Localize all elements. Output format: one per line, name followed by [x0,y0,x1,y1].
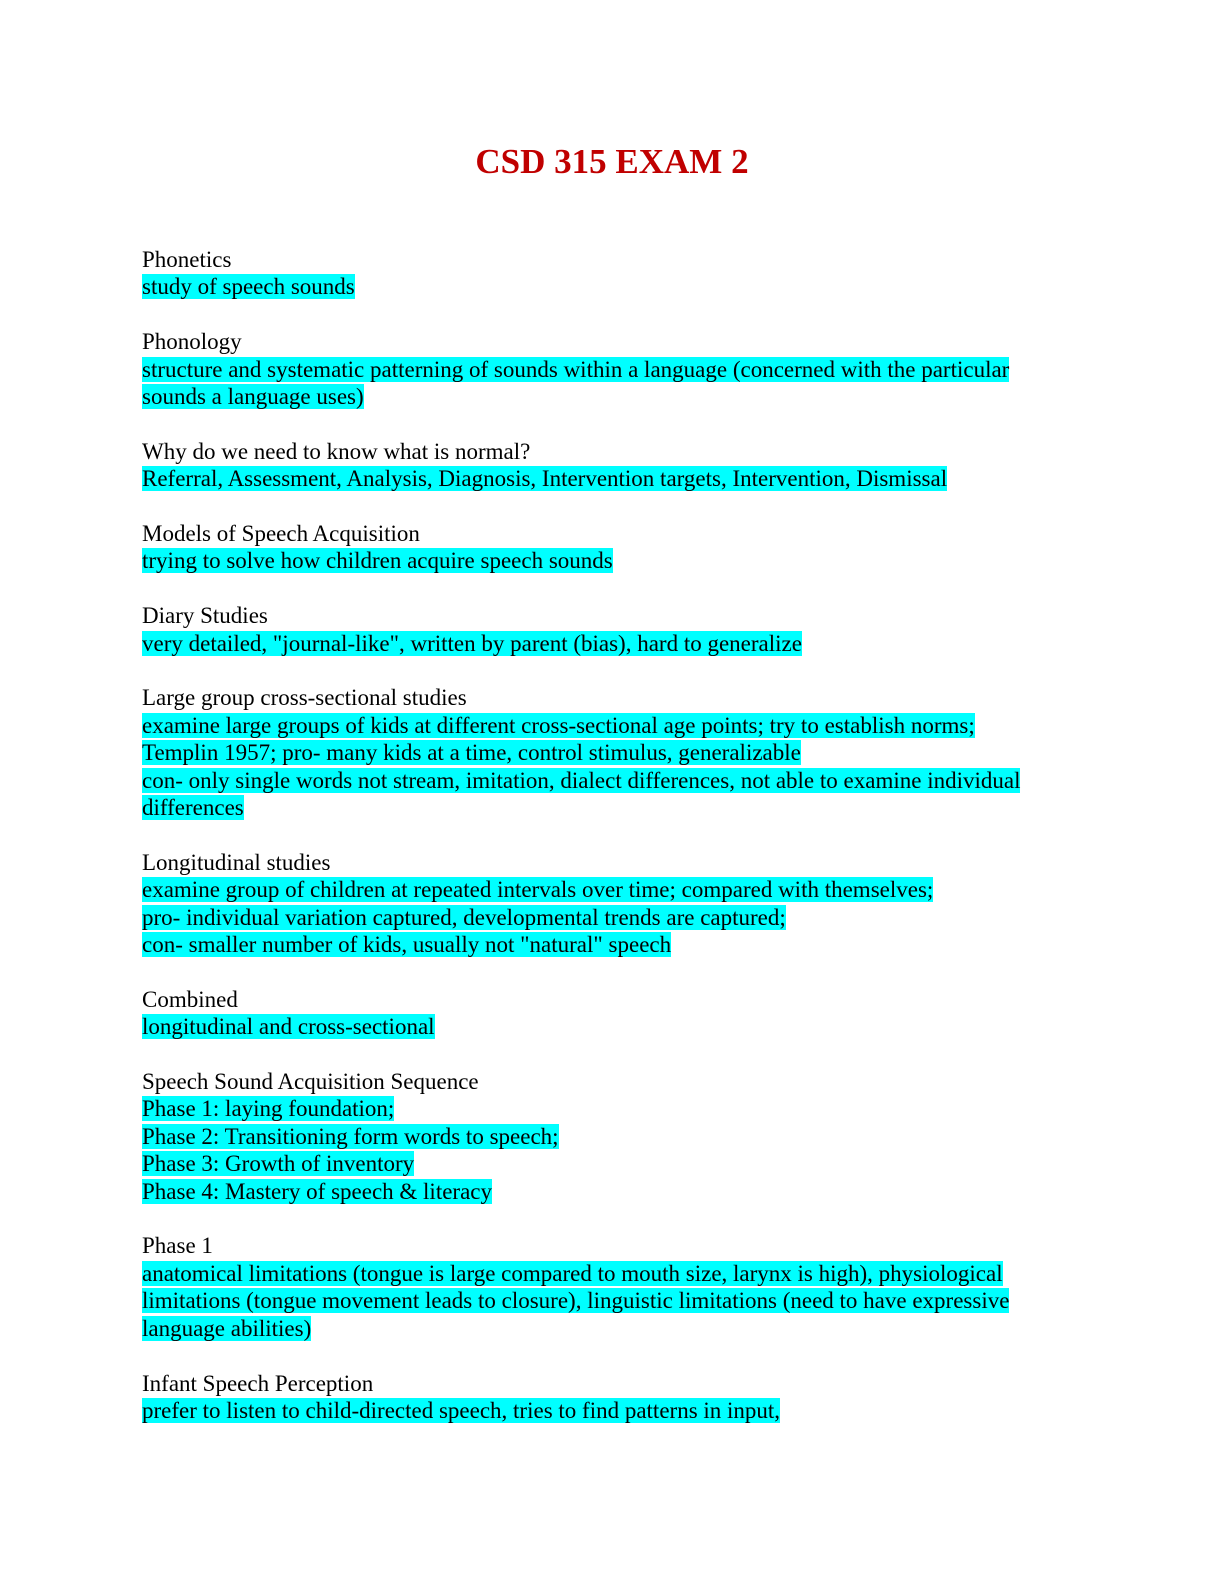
entry-term: Combined [142,986,238,1012]
definition-line: Phase 1: laying foundation; [142,1096,395,1122]
entry-definition [142,1013,1062,1040]
entry-diary-studies [142,602,1062,657]
definition-line: structure and systematic patterning of sounds within a language (concerned with the particular [142,356,1010,382]
definition-line: pro- individual variation captured, developmental trends are captured; [142,904,786,930]
definition-line: Phase 4: Mastery of speech & literacy [142,1178,492,1204]
entry-definition [142,1095,1062,1205]
entry-definition [142,1397,1062,1424]
entry-definition [142,273,1062,300]
definition-line: Phase 3: Growth of inventory [142,1151,415,1177]
entry-definition [142,465,1062,492]
definition-line: limitations (tongue movement leads to closure), linguistic limitations (need to have expressive [142,1288,1010,1314]
page-title: CSD 315 EXAM 2 [475,142,749,181]
definition-line: con- only single words not stream, imitation, dialect differences, not able to examine individual [142,767,1021,793]
definition-line: Referral, Assessment, Analysis, Diagnosis, Intervention targets, Intervention, Dismissal [142,466,948,492]
entry-term: Diary Studies [142,603,268,629]
entry-definition [142,630,1062,657]
entry-term: Large group cross-sectional studies [142,685,467,711]
entry-term: Phonology [142,329,242,355]
definition-line: differences [142,795,244,821]
entry-combined [142,986,1062,1041]
definition-line: trying to solve how children acquire speech sounds [142,548,613,574]
entry-term: Speech Sound Acquisition Sequence [142,1069,479,1095]
entry-longitudinal-studies [142,849,1062,959]
entry-why-normal [142,438,1062,493]
entry-definition [142,712,1062,822]
entry-definition [142,547,1062,574]
entry-phonetics [142,246,1062,301]
entry-infant-speech-perception [142,1370,1062,1425]
definition-line: sounds a language uses) [142,384,364,410]
definition-line: examine large groups of kids at different cross-sectional age points; try to establish norms; [142,712,975,738]
entry-phase-1 [142,1232,1062,1342]
entry-definition [142,1260,1062,1342]
entry-definition [142,356,1062,411]
entry-term: Phonetics [142,247,232,272]
definition-line: language abilities) [142,1315,312,1341]
entry-models-speech-acquisition [142,520,1062,575]
definition-line: very detailed, "journal-like", written by parent (bias), hard to generalize [142,630,802,656]
entry-phonology [142,328,1062,410]
definition-line: Templin 1957; pro- many kids at a time, control stimulus, generalizable [142,740,801,766]
definition-line: longitudinal and cross-sectional [142,1014,435,1040]
definition-line: Phase 2: Transitioning form words to speech; [142,1123,559,1149]
entry-large-group-cross-sectional [142,684,1062,821]
flashcard-list [142,246,1062,1452]
entry-term: Longitudinal studies [142,849,331,875]
definition-line: anatomical limitations (tongue is large compared to mouth size, larynx is high), physiological [142,1260,1003,1286]
definition-line: examine group of children at repeated intervals over time; compared with themselves; [142,877,934,903]
definition-line: study of speech sounds [142,274,355,300]
definition-line: con- smaller number of kids, usually not "natural" speech [142,932,672,958]
definition-line: prefer to listen to child-directed speech, tries to find patterns in input, [142,1397,781,1423]
entry-term: Phase 1 [142,1233,213,1259]
entry-term: Infant Speech Perception [142,1370,374,1396]
entry-speech-sound-acquisition-sequence [142,1068,1062,1205]
entry-term: Why do we need to know what is normal? [142,438,531,464]
entry-definition [142,876,1062,958]
entry-term: Models of Speech Acquisition [142,521,420,547]
